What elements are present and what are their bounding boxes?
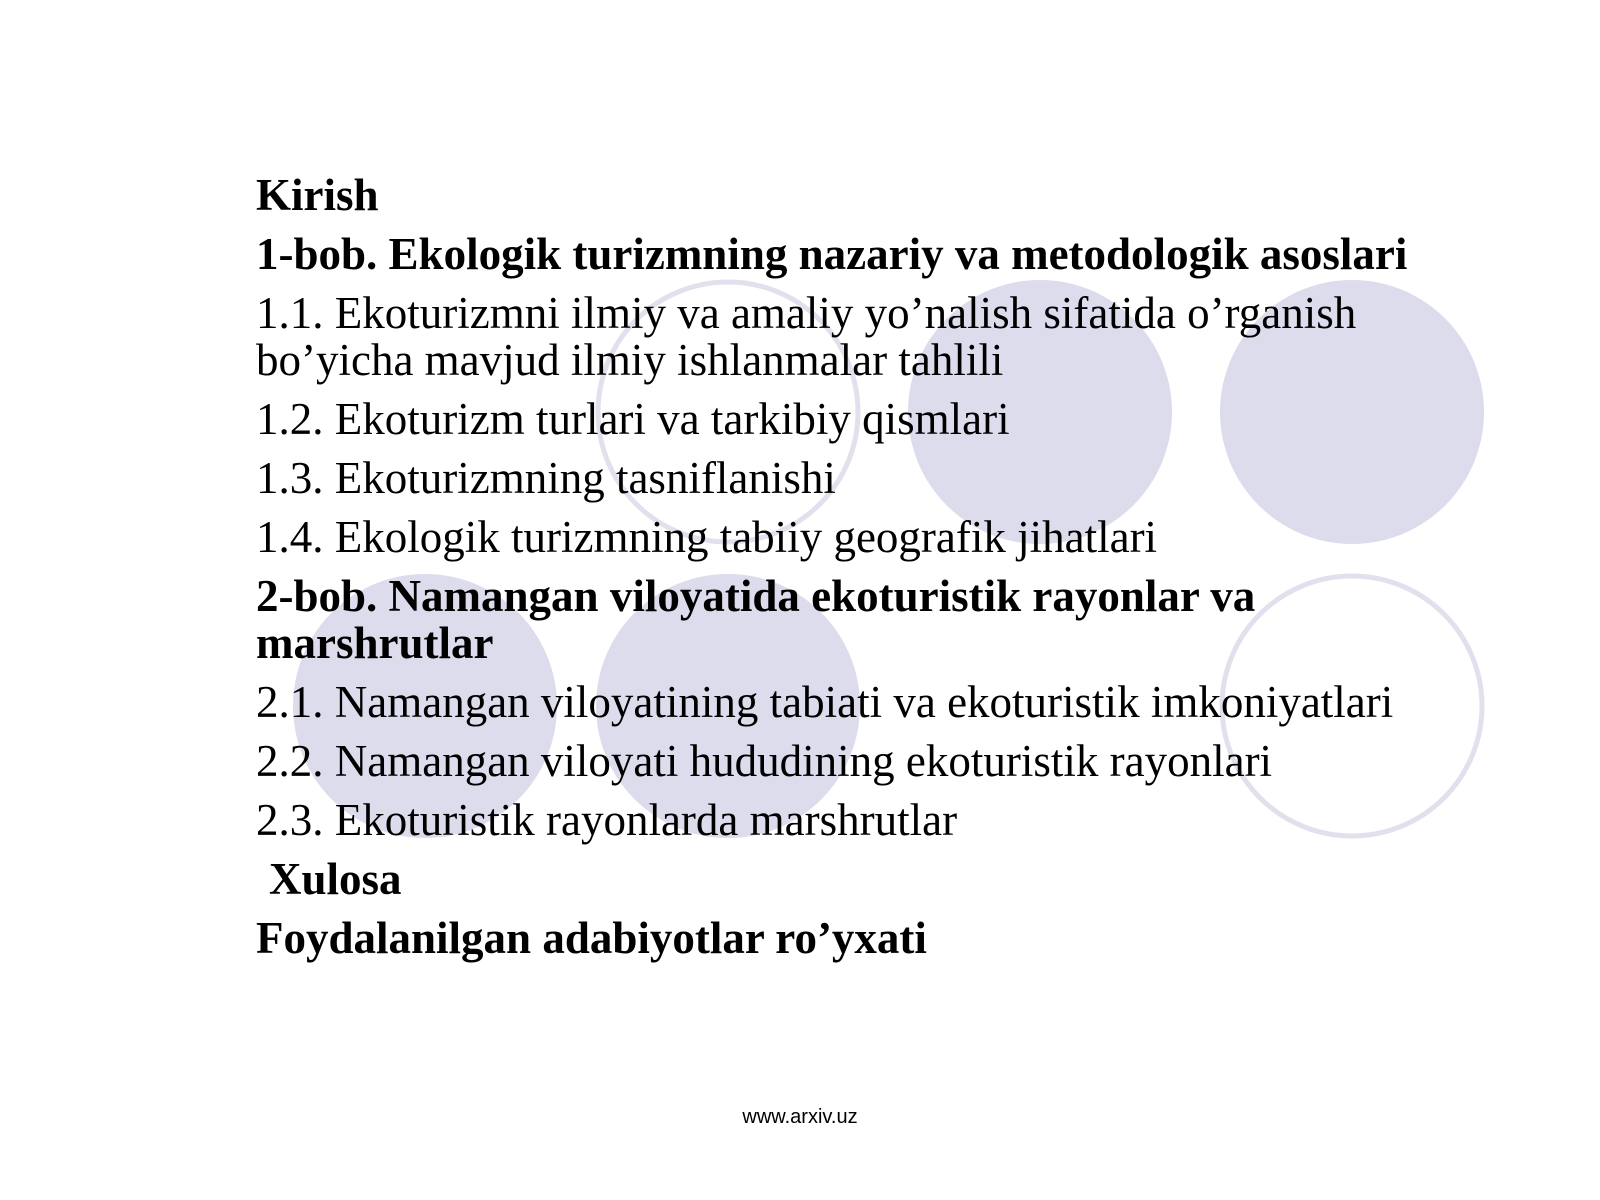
- footer-website: www.arxiv.uz: [742, 1106, 858, 1128]
- toc-chapter-2: 2-bob. Namangan viloyatida ekoturistik rayonlar va marshrutlar: [256, 571, 1256, 668]
- toc-section-1-2: 1.2. Ekoturizm turlari va tarkibiy qismlari: [256, 394, 1010, 444]
- table-of-contents: [256, 172, 1436, 974]
- toc-section-2-2: 2.2. Namangan viloyati hududining ekoturistik rayonlari: [256, 736, 1273, 786]
- toc-section-2-1: 2.1. Namangan viloyatining tabiati va ekoturistik imkoniyatlari: [256, 677, 1394, 727]
- toc-section-1-3: 1.3. Ekoturizmning tasniflanishi: [256, 453, 836, 503]
- toc-item-references: Foydalanilgan adabiyotlar ro’yxati: [256, 913, 927, 963]
- toc-item-conclusion: Xulosa: [269, 854, 402, 904]
- toc-section-2-3: 2.3. Ekoturistik rayonlarda marshrutlar: [256, 795, 958, 845]
- toc-section-1-4: 1.4. Ekologik turizmning tabiiy geografik jihatlari: [256, 512, 1158, 562]
- toc-chapter-1: 1-bob. Ekologik turizmning nazariy va metodologik asoslari: [256, 229, 1408, 279]
- toc-item-introduction: Kirish: [256, 170, 379, 220]
- toc-section-1-1: 1.1. Ekoturizmni ilmiy va amaliy yo’nalish sifatida o’rganish bo’yicha mavjud ilmiy ishlanmalar tahlili: [256, 288, 1357, 385]
